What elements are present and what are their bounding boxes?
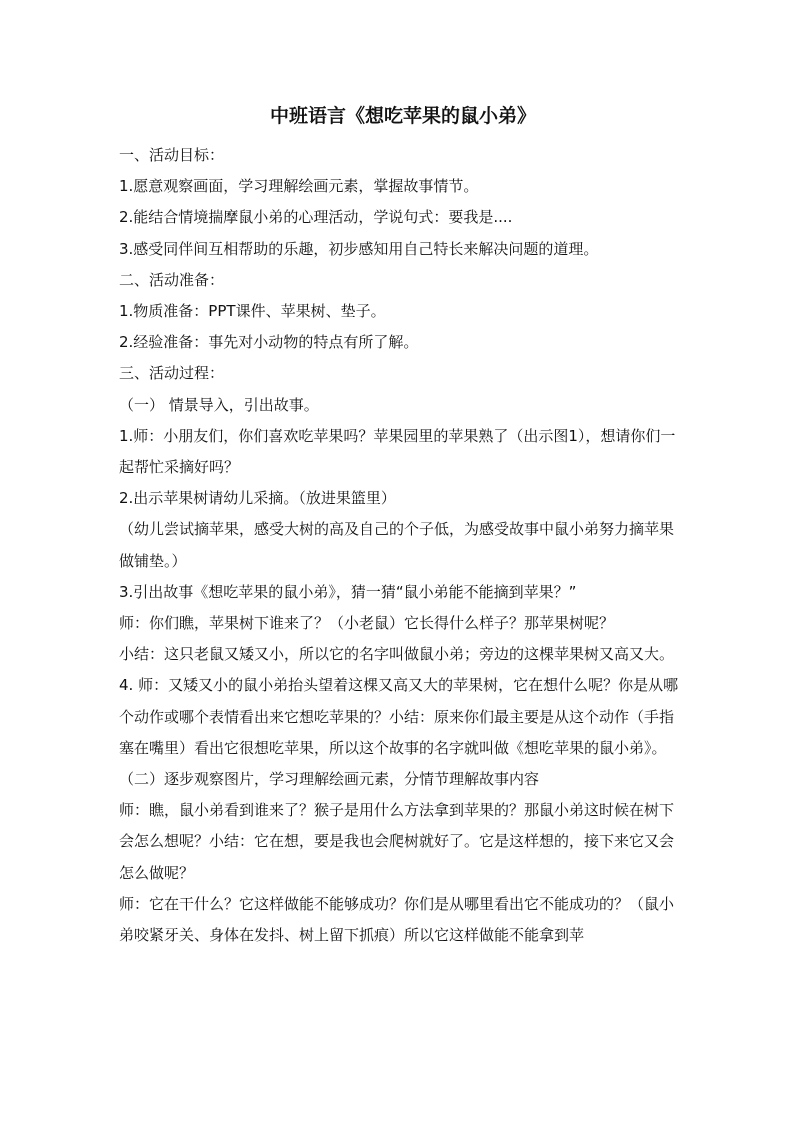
paragraph: 1.师：小朋友们，你们喜欢吃苹果吗？苹果园里的苹果熟了（出示图1），想请你们一起帮忙采摘好吗？: [119, 426, 676, 477]
paragraph: 1.物质准备：PPT课件、苹果树、垫子。: [119, 302, 386, 321]
paragraph: 2.能结合情境揣摩鼠小弟的心理活动，学说句式：要我是....: [119, 208, 513, 227]
paragraph: 3.感受同伴间互相帮助的乐趣，初步感知用自己特长来解决问题的道理。: [119, 239, 599, 258]
paragraph: （一） 情景导入，引出故事。: [119, 395, 319, 414]
paragraph: 师：你们瞧，苹果树下谁来了？（小老鼠）它长得什么样子？那苹果树呢？: [119, 614, 615, 633]
paragraph: 1.愿意观察画面，学习理解绘画元素，掌握故事情节。: [119, 177, 479, 196]
paragraph: 师：它在干什么？它这样做能不能够成功？你们是从哪里看出它不能成功的？（鼠小弟咬紧牙关、身体在发抖、树上留下抓痕）所以它这样做能不能拿到苹: [119, 894, 675, 945]
paragraph: 2.出示苹果树请幼儿采摘。（放进果篮里）: [119, 489, 396, 508]
paragraph: 师：瞧，鼠小弟看到谁来了？猴子是用什么方法拿到苹果的？那鼠小弟这时候在树下会怎么想呢？小结：它在想，要是我也会爬树就好了。它是这样想的，接下来它又会怎么做呢？: [119, 801, 675, 882]
paragraph: 2.经验准备：事先对小动物的特点有所了解。: [119, 333, 419, 352]
section-heading-preparation: 二、活动准备：: [119, 270, 225, 289]
section-heading-objectives: 一、活动目标：: [119, 146, 225, 164]
document-content: [119, 100, 679, 951]
paragraph: （二）逐步观察图片，学习理解绘画元素，分情节理解故事内容: [119, 770, 540, 789]
paragraph: 4. 师：又矮又小的鼠小弟抬头望着这棵又高又大的苹果树，它在想什么呢？你是从哪个动作或哪个表情看出来它想吃苹果的？小结：原来你们最主要是从这个动作（手指塞在嘴里）看出它很想吃苹果，所以这个故事的名字就叫做《想吃苹果的鼠小弟》。: [119, 676, 679, 757]
section-heading-process: 三、活动过程：: [119, 364, 225, 383]
document-title: 中班语言《想吃苹果的鼠小弟》: [269, 105, 536, 127]
paragraph: （幼儿尝试摘苹果，感受大树的高及自己的个子低，为感受故事中鼠小弟努力摘苹果做铺垫。）: [119, 520, 675, 570]
paragraph: 3.引出故事《想吃苹果的鼠小弟》，猜一猜“鼠小弟能不能摘到苹果？”: [119, 582, 577, 601]
paragraph: 小结：这只老鼠又矮又小，所以它的名字叫做鼠小弟；旁边的这棵苹果树又高又大。: [119, 645, 675, 664]
